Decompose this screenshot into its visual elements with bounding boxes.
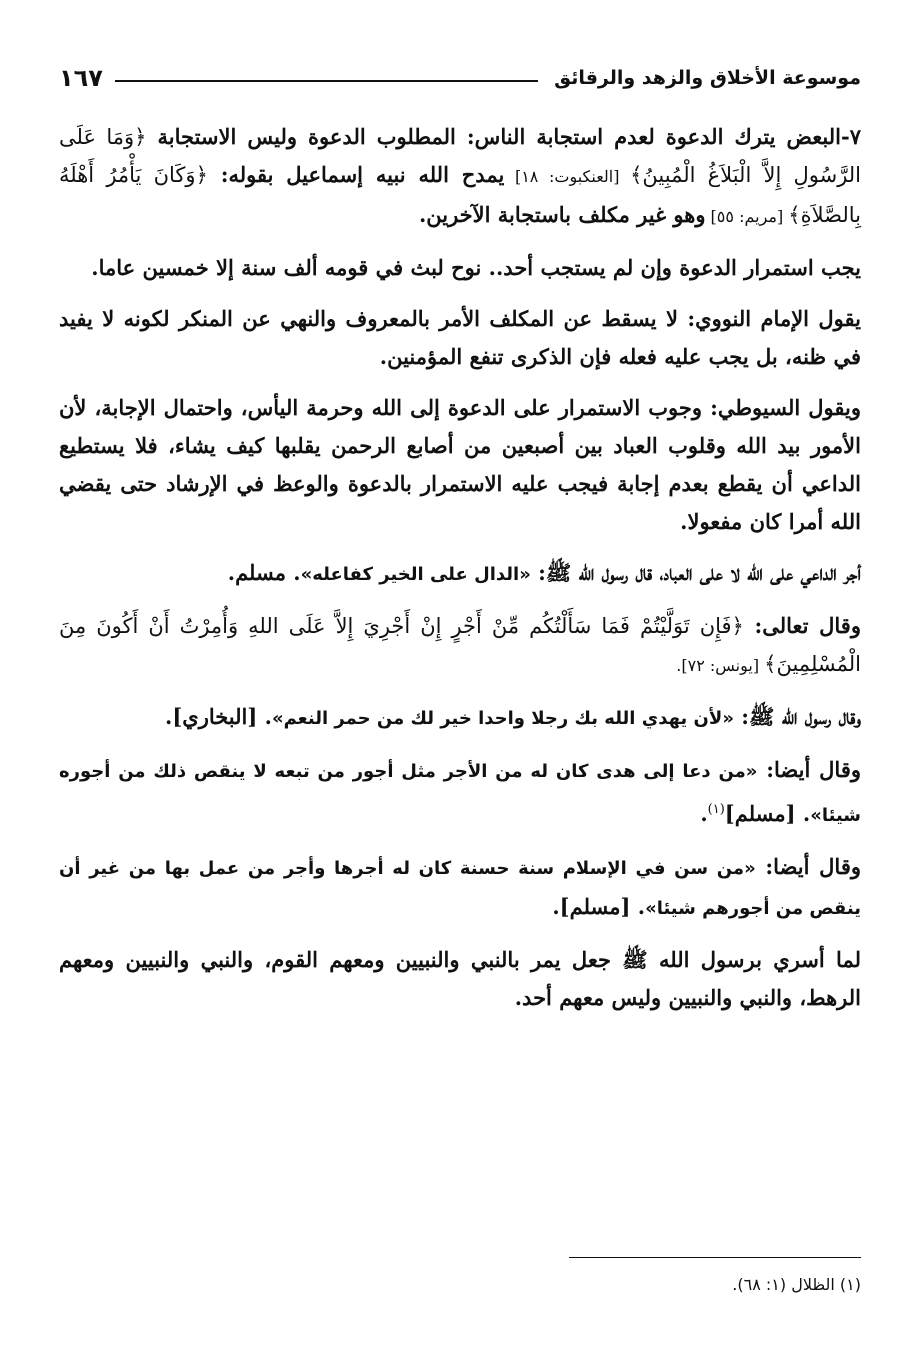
book-title: موسوعة الأخلاق والزهد والرقائق: [554, 67, 861, 89]
body-text-run: . [مسلم]: [724, 801, 811, 826]
hadith-quote: «من سن في الإسلام سنة حسنة كان له أجرها وأجر من عمل بها من غير أن ينقص من أجورهم شيئا»: [59, 858, 861, 919]
body-text: [59, 118, 861, 1030]
hadith-quote: «الدال على الخير كفاعله»: [300, 564, 531, 585]
paragraph: [59, 118, 861, 236]
paragraph: [59, 389, 861, 541]
body-text-run: يجب استمرار الدعوة وإن لم يستجب أحد.. نوح لبث في قومه ألف سنة إلا خمسين عاما.: [91, 255, 861, 280]
body-text-run: يقول الإمام النووي: لا يسقط عن المكلف الأمر بالمعروف والنهي عن المنكر لكونه لا يفيد في ظنه، بل يجب عليه فعله فإن الذكرى تنفع المؤمنين.: [59, 306, 861, 369]
verse-reference: [يونس: ٧٢].: [676, 656, 765, 675]
verse-reference: [العنكبوت: ١٨]: [504, 167, 631, 186]
paragraph: [59, 751, 861, 835]
body-text-run: ٧-البعض يترك الدعوة لعدم استجابة الناس: المطلوب الدعوة وليس الاستجابة: [146, 124, 861, 149]
body-text-run: وقال رسول الله ﷺ:: [733, 704, 861, 729]
body-text-run: وهو غير مكلف باستجابة الآخرين.: [418, 202, 706, 227]
verse-reference: [مريم: ٥٥]: [705, 207, 789, 226]
hadith-quote: «من دعا إلى هدى كان له من الأجر مثل أجور من تبعه لا ينقص ذلك من أجوره شيئا»: [59, 761, 861, 826]
paragraph: [59, 300, 861, 376]
paragraph: [59, 848, 861, 928]
quran-verse: ﴿فَإِن تَوَلَّيْتُمْ فَمَا سَأَلْتُكُم مِّنْ أَجْرٍ إِنْ أَجْرِيَ إِلاَّ عَلَى اللهِ وَأُمِرْتُ أَنْ أَكُونَ مِنَ الْمُسْلِمِينَ﴾: [59, 614, 861, 676]
body-text-run: يمدح الله نبيه إسماعيل بقوله:: [207, 162, 505, 187]
body-text-run: .: [700, 801, 708, 826]
running-header: [59, 58, 861, 98]
footnote-marker: (١): [707, 802, 725, 817]
header-rule: [115, 80, 538, 82]
body-text-run: وقال أيضا:: [757, 757, 861, 782]
hadith-quote: «لأن يهدي الله بك رجلا واحدا خير لك من حمر النعم»: [271, 708, 734, 729]
body-text-run: أجر الداعي على الله لا على العباد، قال رسول الله ﷺ:: [530, 560, 861, 585]
body-text-run: وقال تعالى:: [743, 613, 861, 638]
page-number: ١٦٧: [59, 64, 103, 92]
paragraph: [59, 554, 861, 594]
paragraph: [59, 698, 861, 738]
paragraph: [59, 249, 861, 287]
paragraph: [59, 607, 861, 685]
body-text-run: . [البخاري].: [165, 704, 272, 729]
quran-verse: ﴿وَكَانَ يَأْمُرُ أَهْلَهُ بِالصَّلاَةِ﴾: [59, 163, 861, 227]
body-text-run: لما أسري برسول الله ﷺ جعل يمر بالنبي والنبيين ومعهم القوم، والنبي والنبيين ومعهم الرهط، والنبي والنبيين وليس معهم أحد.: [59, 947, 861, 1010]
body-text-run: . [مسلم].: [552, 894, 646, 919]
body-text-run: ويقول السيوطي: وجوب الاستمرار على الدعوة إلى الله وحرمة اليأس، واحتمال الإجابة، لأن الأمور بيد الله وقلوب العباد بين أصبعين من أصابع الرحمن يقلبها كيف يشاء، فلا يستطيع الداعي أن يقطع بعدم إجابة فيجب عليه الاستمرار بالدعوة والوعظ في الإرشاد حتى يقضي الله أمرا كان مفعولا.: [59, 395, 861, 534]
footnote-divider: [569, 1257, 861, 1258]
footnote: (١) الظلال (١: ٦٨).: [732, 1275, 861, 1294]
quran-verse: ﴿وَمَا عَلَى الرَّسُولِ إِلاَّ الْبَلاَغُ الْمُبِينُ﴾: [59, 125, 862, 187]
paragraph: [59, 941, 861, 1017]
body-text-run: . مسلم.: [227, 560, 301, 585]
body-text-run: وقال أيضا:: [755, 854, 862, 879]
